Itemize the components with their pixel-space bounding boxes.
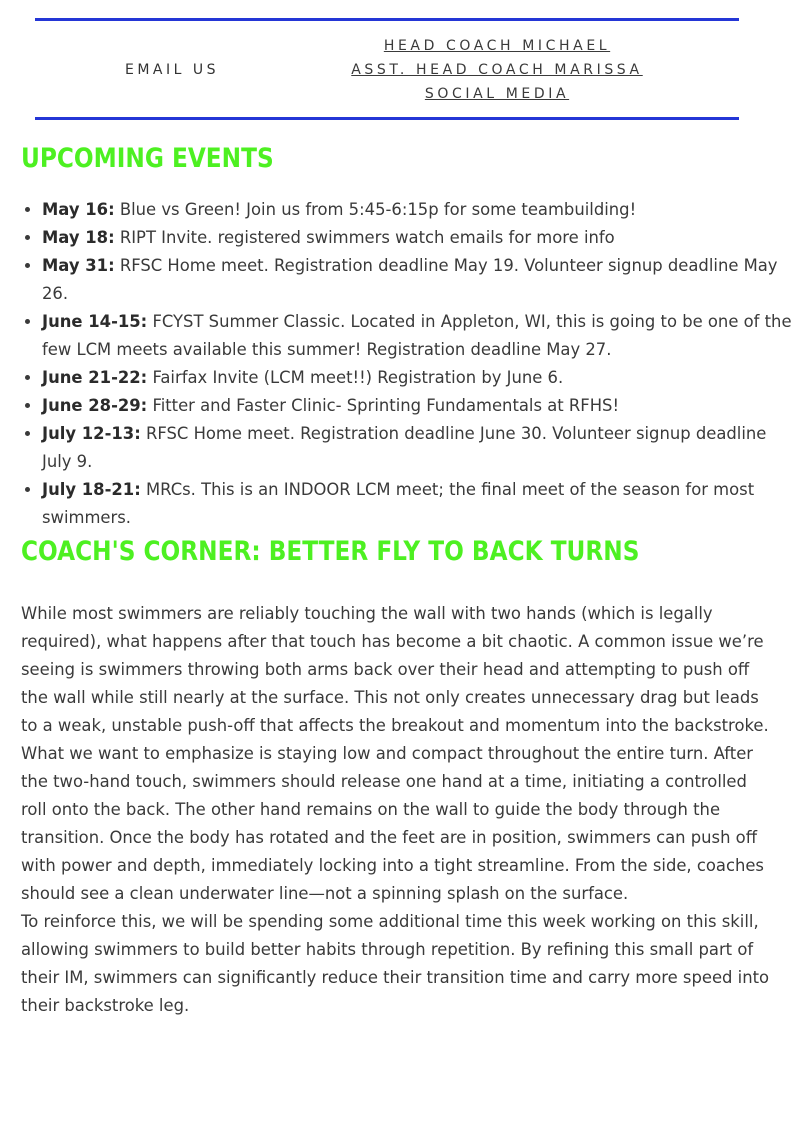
event-date: May 18: (42, 228, 115, 247)
event-text: FCYST Summer Classic. Located in Appleton, WI, this is going to be one of the few LCM meets available this summer! Registration deadline May 27. (42, 312, 792, 359)
head-coach-link[interactable]: HEAD COACH MICHAEL (383, 38, 611, 54)
event-text: Fairfax Invite (LCM meet!!) Registration by June 6. (147, 368, 564, 387)
event-date: May 16: (42, 200, 115, 219)
event-date: May 31: (42, 256, 115, 275)
event-text: Blue vs Green! Join us from 5:45-6:15p for some teambuilding! (114, 200, 637, 219)
event-item (42, 308, 794, 364)
contact-links (335, 34, 659, 106)
event-item (42, 392, 794, 420)
event-date: June 21-22: (42, 368, 148, 387)
article-paragraph: While most swimmers are reliably touching the wall with two hands (which is legally required), what happens after that touch has become a bit chaotic. A common issue we’re seeing is swimmers throwing both arms back over their head and attempting to push off the wall while still nearly at the surface. This not only creates unnecessary drag but leads to a weak, unstable push-off that affects the breakout and momentum into the backstroke. (21, 604, 769, 735)
coach-corner-title: COACH'S CORNER: BETTER FLY TO BACK TURNS (21, 536, 640, 567)
event-text: Fitter and Faster Clinic- Sprinting Fundamentals at RFHS! (147, 396, 620, 415)
event-item (42, 476, 794, 532)
events-list (21, 196, 794, 532)
asst-head-coach-link[interactable]: ASST. HEAD COACH MARISSA (351, 62, 643, 78)
top-divider (35, 18, 739, 21)
social-media-link[interactable]: SOCIAL MEDIA (424, 86, 570, 102)
event-item (42, 224, 794, 252)
article-paragraph: What we want to emphasize is staying low and compact throughout the entire turn. After the two-hand touch, swimmers should release one hand at a time, initiating a controlled roll onto the back. The other hand remains on the wall to guide the body through the transition. Once the body has rotated and the feet are in position, swimmers can push off with power and depth, immediately locking into a tight streamline. From the side, coaches should see a clean underwater line—not a spinning splash on the surface. (21, 744, 764, 903)
upcoming-events-title: UPCOMING EVENTS (21, 143, 274, 174)
event-item (42, 196, 794, 224)
email-us-label: EMAIL US (125, 62, 220, 78)
event-date: June 14-15: (42, 312, 148, 331)
event-date: July 12-13: (42, 424, 141, 443)
event-date: July 18-21: (42, 480, 141, 499)
bottom-divider (35, 117, 739, 120)
article-paragraph: To reinforce this, we will be spending some additional time this week working on this skill, allowing swimmers to build better habits through repetition. By refining this small part of their IM, swimmers can significantly reduce their transition time and carry more speed into their backstroke leg. (21, 912, 770, 1015)
event-item (42, 420, 794, 476)
event-item (42, 252, 794, 308)
event-text: RIPT Invite. registered swimmers watch emails for more info (114, 228, 615, 247)
event-text: RFSC Home meet. Registration deadline May 19. Volunteer signup deadline May 26. (42, 256, 778, 303)
event-item (42, 364, 794, 392)
coach-corner-article (21, 600, 775, 1020)
event-text: RFSC Home meet. Registration deadline June 30. Volunteer signup deadline July 9. (42, 424, 767, 471)
contact-header (35, 18, 739, 120)
event-date: June 28-29: (42, 396, 148, 415)
event-text: MRCs. This is an INDOOR LCM meet; the final meet of the season for most swimmers. (42, 480, 755, 527)
